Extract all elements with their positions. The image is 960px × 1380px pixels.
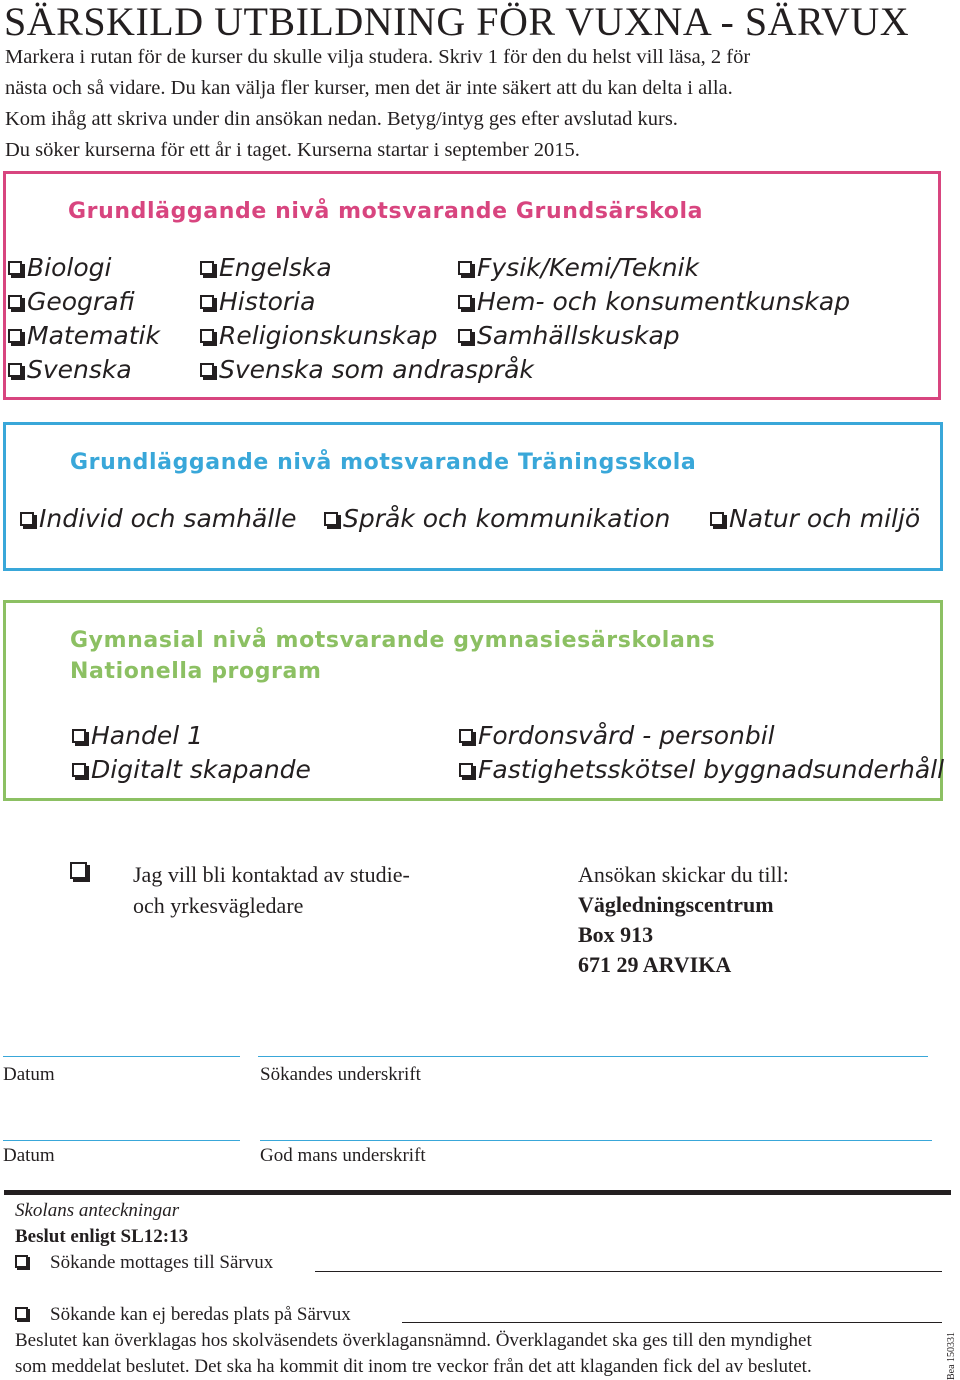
course-label: Biologi <box>27 253 112 282</box>
contact-label: och yrkesvägledare <box>133 893 304 918</box>
course-label: Språk och kommunikation <box>343 504 671 533</box>
intro-text <box>5 42 955 166</box>
decision-reference: Beslut enligt SL12:13 <box>15 1226 189 1247</box>
checkbox[interactable] <box>72 729 86 743</box>
rejected-label: Sökande kan ej beredas plats på Särvux <box>50 1304 351 1325</box>
form-code: Bea 150331 <box>946 1331 957 1380</box>
address-box: Box 913 <box>578 922 654 947</box>
signature-line[interactable] <box>258 1056 928 1057</box>
checkbox[interactable] <box>200 295 214 309</box>
intro-line: nästa och så vidare. Du kan välja fler kurser, men det är inte säkert att du kan delta i alla. <box>5 77 733 99</box>
gymnasial-title: Nationella program <box>70 659 322 684</box>
traningsskola-section <box>3 422 943 571</box>
date-label: Datum <box>3 1145 55 1166</box>
checkbox[interactable] <box>72 763 86 777</box>
page-title: SÄRSKILD UTBILDNING FÖR VUXNA - SÄRVUX <box>4 0 910 44</box>
checkbox[interactable] <box>15 1307 28 1320</box>
contact-label: Jag vill bli kontaktad av studie- <box>133 862 410 887</box>
course-label: Geografi <box>27 287 135 316</box>
course-label: Individ och samhälle <box>39 504 297 533</box>
checkbox[interactable] <box>15 1255 28 1268</box>
course-label: Religionskunskap <box>219 321 438 350</box>
address-name: Vägledningscentrum <box>578 892 774 917</box>
date-label: Datum <box>3 1064 55 1085</box>
course-option[interactable] <box>200 354 534 386</box>
checkbox[interactable] <box>710 512 724 526</box>
course-label: Fysik/Kemi/Teknik <box>477 253 699 282</box>
checkbox[interactable] <box>200 363 214 377</box>
checkbox[interactable] <box>324 512 338 526</box>
course-option[interactable] <box>458 286 850 318</box>
signature-line[interactable] <box>260 1140 932 1141</box>
course-option[interactable] <box>8 252 111 284</box>
checkbox[interactable] <box>8 363 22 377</box>
course-label: Hem- och konsumentkunskap <box>477 287 851 316</box>
address-city: 671 29 ARVIKA <box>578 952 732 977</box>
checkbox[interactable] <box>8 329 22 343</box>
rejected-option[interactable] <box>15 1304 351 1326</box>
course-option[interactable] <box>710 503 920 535</box>
date-line[interactable] <box>3 1056 240 1057</box>
checkbox[interactable] <box>200 329 214 343</box>
course-option[interactable] <box>200 286 315 318</box>
checkbox[interactable] <box>459 729 473 743</box>
course-option[interactable] <box>72 720 203 752</box>
appeal-text: som meddelat beslutet. Det ska ha kommit dit inom tre veckor från det att klaganden fick del av beslutet. <box>15 1356 812 1377</box>
grundsarskola-title: Grundläggande nivå motsvarande Grundsärskola <box>68 199 704 224</box>
checkbox[interactable] <box>459 763 473 777</box>
gymnasial-title: Gymnasial nivå motsvarande gymnasiesärskolans <box>70 628 716 653</box>
intro-line: Du söker kurserna för ett år i taget. Kurserna startar i september 2015. <box>5 139 580 161</box>
course-label: Engelska <box>219 253 332 282</box>
intro-line: Markera i rutan för de kurser du skulle vilja studera. Skriv 1 för den du helst vill läsa, 2 för <box>5 46 751 68</box>
divider <box>4 1190 951 1195</box>
course-option[interactable] <box>458 320 680 352</box>
checkbox[interactable] <box>200 261 214 275</box>
applicant-signature-label: Sökandes underskrift <box>260 1064 421 1085</box>
course-label: Handel 1 <box>91 721 204 750</box>
intro-line: Kom ihåg att skriva under din ansökan nedan. Betyg/intyg ges efter avslutad kurs. <box>5 108 678 130</box>
accepted-option[interactable] <box>15 1252 273 1274</box>
course-option[interactable] <box>8 320 160 352</box>
course-option[interactable] <box>458 252 699 284</box>
checkbox[interactable] <box>458 295 472 309</box>
checkbox[interactable] <box>8 261 22 275</box>
course-option[interactable] <box>459 754 944 786</box>
course-label: Svenska som andraspråk <box>219 355 534 384</box>
course-option[interactable] <box>20 503 297 535</box>
course-label: Natur och miljö <box>729 504 921 533</box>
checkbox[interactable] <box>458 261 472 275</box>
accepted-label: Sökande mottages till Särvux <box>50 1252 274 1273</box>
course-option[interactable] <box>8 286 135 318</box>
course-option[interactable] <box>200 252 332 284</box>
checkbox[interactable] <box>458 329 472 343</box>
guardian-signature-label: God mans underskrift <box>260 1145 426 1166</box>
school-notes-heading: Skolans anteckningar <box>15 1200 180 1221</box>
course-option[interactable] <box>324 503 670 535</box>
course-label: Fastighetsskötsel byggnadsunderhåll <box>478 755 945 784</box>
course-label: Svenska <box>27 355 132 384</box>
contact-checkbox[interactable] <box>70 862 87 879</box>
traningsskola-title: Grundläggande nivå motsvarande Träningsskola <box>70 450 697 475</box>
date-line[interactable] <box>3 1140 240 1141</box>
appeal-text: Beslutet kan överklagas hos skolväsendets överklagansnämnd. Överklagandet ska ges till den myndighet <box>15 1330 812 1351</box>
course-label: Fordonsvård - personbil <box>478 721 775 750</box>
course-option[interactable] <box>8 354 132 386</box>
rejected-line[interactable] <box>402 1322 942 1323</box>
course-label: Samhällskuskap <box>477 321 680 350</box>
accepted-line[interactable] <box>315 1271 942 1272</box>
course-option[interactable] <box>72 754 311 786</box>
address-label: Ansökan skickar du till: <box>578 862 789 887</box>
course-option[interactable] <box>459 720 775 752</box>
course-label: Historia <box>219 287 316 316</box>
course-label: Digitalt skapande <box>91 755 311 784</box>
checkbox[interactable] <box>8 295 22 309</box>
course-option[interactable] <box>200 320 437 352</box>
course-label: Matematik <box>27 321 160 350</box>
checkbox[interactable] <box>20 512 34 526</box>
